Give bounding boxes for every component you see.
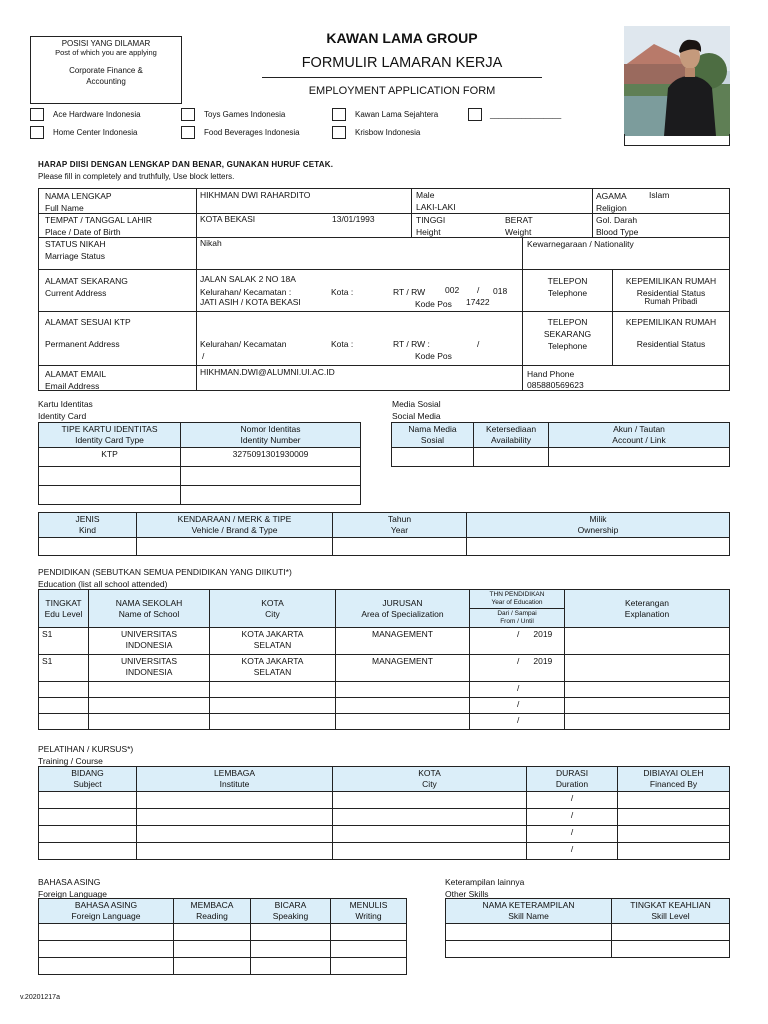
current-kota-label: Kota : [331,287,354,297]
skills-table [445,898,730,958]
checkbox-home-center[interactable] [30,126,44,139]
full-name-label: NAMA LENGKAP Full Name [45,191,112,213]
table-cell[interactable] [89,698,210,714]
table-row[interactable] [446,924,730,941]
edu-level[interactable]: S1 [39,655,89,682]
table-cell[interactable] [137,792,333,809]
table-cell[interactable] [174,941,251,958]
edu-school[interactable]: UNIVERSITAS INDONESIA [89,655,210,682]
social-col-account: Akun / Tautan Account / Link [549,423,730,448]
table-cell[interactable] [333,809,527,826]
training-col-duration: DURASI Duration [527,767,618,792]
table-cell[interactable] [39,538,137,556]
edu-year[interactable]: / 2019 [470,655,565,682]
current-phone-label: TELEPON Telephone [547,276,588,298]
form-title-en: EMPLOYMENT APPLICATION FORM [308,85,496,97]
checkbox-toys[interactable] [181,108,195,121]
training-col-city: KOTA City [333,767,527,792]
table-cell[interactable] [549,448,730,467]
edu-col-year: THN PENDIDIKAN Year of Education [470,590,565,609]
edu-note[interactable] [565,628,730,655]
table-cell[interactable] [618,843,730,860]
home-status-label: Residential Status [636,288,706,298]
table-row[interactable] [39,714,730,730]
position-value[interactable]: Corporate Finance & Accounting [69,66,143,86]
table-cell[interactable] [39,809,137,826]
language-col-speaking: BICARA Speaking [251,899,331,924]
table-cell[interactable] [331,941,407,958]
ktp-home-status-label: Residential Status [636,339,706,349]
table-row[interactable] [39,941,407,958]
table-cell[interactable]: / [527,792,618,809]
birth-date-value[interactable]: 13/01/1993 [332,214,375,224]
current-kodepos-label: Kode Pos [415,299,452,309]
home-status-value[interactable]: Rumah Pribadi [644,297,698,306]
marital-value[interactable]: Nikah [200,238,222,248]
header-divider [262,77,542,78]
table-cell[interactable] [336,682,470,698]
table-row[interactable] [39,792,730,809]
current-kelurahan-label: Kelurahan/ Kecamatan : [200,287,292,297]
identity-number-value[interactable]: 3275091301930009 [181,448,361,467]
company-other-blank[interactable]: ________________ [490,110,562,119]
language-section-label: BAHASA ASING Foreign Language [38,877,108,899]
table-cell[interactable] [333,843,527,860]
language-col-reading: MEMBACA Reading [174,899,251,924]
table-cell[interactable] [612,941,730,958]
table-cell[interactable] [565,698,730,714]
edu-note[interactable] [565,655,730,682]
edu-col-city: KOTA City [210,590,336,628]
table-cell[interactable] [565,714,730,730]
identity-type-value[interactable]: KTP [39,448,181,467]
ktp-kota-label: Kota : [331,339,354,349]
identity-section-label: Kartu Identitas Identity Card [38,399,93,421]
position-label-id: POSISI YANG DILAMAR [61,39,151,48]
table-cell[interactable] [89,714,210,730]
current-rtrw-slash: / [477,285,480,295]
current-kodepos-value[interactable]: 17422 [466,297,490,307]
table-cell[interactable] [137,538,333,556]
form-title-id: FORMULIR LAMARAN KERJA [301,55,503,71]
edu-school[interactable]: UNIVERSITAS INDONESIA [89,628,210,655]
table-row[interactable] [39,809,730,826]
company-label-food-beverages: Food Beverages Indonesia [204,128,300,137]
table-row[interactable] [39,655,730,682]
table-cell[interactable] [618,826,730,843]
table-row[interactable] [39,924,407,941]
instruction-en: Please fill in completely and truthfully, Use block letters. [38,172,235,181]
table-row[interactable] [39,628,730,655]
skills-col-name: NAMA KETERAMPILAN Skill Name [446,899,612,924]
photo-frame-bottom [624,134,730,146]
table-row[interactable] [39,826,730,843]
current-address-line3[interactable]: JATI ASIH / KOTA BEKASI [200,297,301,307]
edu-col-major: JURUSAN Area of Specialization [336,590,470,628]
table-cell[interactable]: / [470,682,565,698]
table-cell[interactable] [210,714,336,730]
edu-col-year-range: Dari / Sampai From / Until [470,609,565,628]
table-cell[interactable] [333,792,527,809]
table-cell[interactable] [39,698,89,714]
form-version: v.20201217a [20,994,60,1001]
social-table [391,422,730,467]
current-address-label: ALAMAT SEKARANG Current Address [45,276,128,298]
current-address-line1[interactable]: JALAN SALAK 2 NO 18A [200,274,296,284]
edu-col-level: TINGKAT Edu Level [39,590,89,628]
ktp-rtrw-label: RT / RW : [393,339,430,349]
current-rt-value[interactable]: 002 [445,285,460,295]
table-row[interactable] [39,843,730,860]
table-cell[interactable] [336,698,470,714]
ktp-home-ownership-label: KEPEMILIKAN RUMAH [625,317,717,327]
vehicle-table [38,512,730,556]
table-cell[interactable] [39,467,181,486]
identity-col-number: Nomor Identitas Identity Number [181,423,361,448]
training-col-subject: BIDANG Subject [39,767,137,792]
table-cell[interactable] [333,826,527,843]
training-table [38,766,730,860]
handphone-label: Hand Phone [527,369,575,379]
table-cell[interactable] [137,826,333,843]
social-section-label: Media Sosial Social Media [392,399,441,421]
email-label: ALAMAT EMAIL Email Address [45,369,107,391]
social-col-availability: Ketersediaan Availability [474,423,549,448]
edu-city[interactable]: KOTA JAKARTA SELATAN [210,655,336,682]
checkbox-other[interactable] [468,108,482,121]
table-cell[interactable] [181,467,361,486]
table-cell[interactable] [251,958,331,975]
table-cell[interactable] [612,924,730,941]
ktp-address-label-id: ALAMAT SESUAI KTP [45,317,131,327]
ktp-phone-label: TELEPON SEKARANG Telephone [543,317,592,351]
checkbox-krisbow[interactable] [332,126,346,139]
vehicle-col-ownership: Milik Ownership [467,513,730,538]
table-cell[interactable] [331,958,407,975]
height-label: TINGGI Height [416,215,446,237]
table-cell[interactable] [210,698,336,714]
instruction-id: HARAP DIISI DENGAN LENGKAP DAN BENAR, GUNAKAN HURUF CETAK. [38,160,334,169]
table-cell[interactable] [618,809,730,826]
edu-col-school: NAMA SEKOLAH Name of School [89,590,210,628]
table-row[interactable] [39,958,407,975]
company-title: KAWAN LAMA GROUP [326,30,478,46]
table-cell[interactable] [251,924,331,941]
table-cell[interactable] [336,714,470,730]
table-cell[interactable] [474,448,549,467]
table-cell[interactable] [89,682,210,698]
company-label-krisbow: Krisbow Indonesia [355,128,421,137]
language-col-writing: MENULIS Writing [331,899,407,924]
table-row[interactable] [39,682,730,698]
table-cell[interactable]: / [470,714,565,730]
language-table [38,898,407,975]
vehicle-col-kind: JENIS Kind [39,513,137,538]
ktp-address-label-en: Permanent Address [45,339,120,349]
table-row[interactable] [39,698,730,714]
table-cell[interactable] [174,958,251,975]
company-label-kawan-lama: Kawan Lama Sejahtera [355,110,439,119]
blood-type-label: Gol. Darah Blood Type [596,215,639,237]
company-label-toys: Toys Games Indonesia [204,110,286,119]
skills-section-label: Keterampilan lainnya Other Skills [445,877,525,899]
table-cell[interactable]: / [527,809,618,826]
edu-year[interactable]: / 2019 [470,628,565,655]
education-table [38,589,730,730]
edu-major[interactable]: MANAGEMENT [336,655,470,682]
table-cell[interactable] [39,792,137,809]
social-col-name: Nama Media Sosial [392,423,474,448]
table-cell[interactable] [333,538,467,556]
weight-label: BERAT Weight [505,215,533,237]
table-cell[interactable] [39,714,89,730]
table-cell[interactable] [39,924,174,941]
edu-level[interactable]: S1 [39,628,89,655]
identity-col-type: TIPE KARTU IDENTITAS Identity Card Type [39,423,181,448]
vehicle-col-brand: KENDARAAN / MERK & TIPE Vehicle / Brand & Type [137,513,333,538]
table-cell[interactable] [39,682,89,698]
edu-col-note: Keterangan Explanation [565,590,730,628]
table-cell[interactable] [467,538,730,556]
birth-place-value[interactable]: KOTA BEKASI [200,214,256,224]
current-rtrw-label: RT / RW [393,287,426,297]
table-cell[interactable] [565,682,730,698]
training-col-financed: DIBIAYAI OLEH Financed By [618,767,730,792]
handphone-value[interactable]: 085880569623 [527,380,584,390]
photo-image [624,26,730,136]
birth-label: TEMPAT / TANGGAL LAHIR Place / Date of Birth [45,215,153,237]
table-cell[interactable] [39,843,137,860]
ktp-kodepos-label: Kode Pos [415,351,452,361]
full-name-value[interactable]: HIKHMAN DWI RAHARDITO [200,190,311,200]
position-label-en: Post of which you are applying [55,48,157,57]
company-label-home-center: Home Center Indonesia [53,128,138,137]
vehicle-col-year: Tahun Year [333,513,467,538]
edu-major[interactable]: MANAGEMENT [336,628,470,655]
training-col-institute: LEMBAGA Institute [137,767,333,792]
company-label-ace: Ace Hardware Indonesia [53,110,141,119]
checkbox-ace[interactable] [30,108,44,121]
nationality-label: Kewarnegaraan / Nationality [527,239,634,249]
table-cell[interactable] [39,826,137,843]
ktp-kota-slash: / [202,351,205,361]
table-cell[interactable] [331,924,407,941]
current-rw-value[interactable]: 018 [493,286,508,296]
skills-col-level: TINGKAT KEAHLIAN Skill Level [612,899,730,924]
table-cell[interactable] [618,792,730,809]
personal-info-table [38,188,730,391]
table-cell[interactable] [446,924,612,941]
religion-value[interactable]: Islam [649,190,670,200]
identity-table [38,422,361,505]
table-cell[interactable] [251,941,331,958]
edu-city[interactable]: KOTA JAKARTA SELATAN [210,628,336,655]
table-cell[interactable] [39,958,174,975]
education-section-label: PENDIDIKAN (SEBUTKAN SEMUA PENDIDIKAN YANG DIIKUTI*) Education (list all school attended) [38,567,292,589]
table-cell[interactable] [174,924,251,941]
applicant-photo [624,26,730,136]
table-cell[interactable]: / [470,698,565,714]
table-row[interactable] [446,941,730,958]
table-cell[interactable]: / [527,843,618,860]
email-value[interactable]: HIKHMAN.DWI@ALUMNI.UI.AC.ID [200,367,335,377]
training-section-label: PELATIHAN / KURSUS*) Training / Course [38,744,134,766]
checkbox-kawan-lama[interactable] [332,108,346,121]
table-cell[interactable] [210,682,336,698]
checkbox-food-beverages[interactable] [181,126,195,139]
table-cell[interactable] [137,809,333,826]
ktp-kelurahan-label: Kelurahan/ Kecamatan [200,339,287,349]
table-cell[interactable] [392,448,474,467]
religion-label: AGAMA Religion [596,191,627,213]
ktp-rtrw-slash: / [477,339,480,349]
home-ownership-label: KEPEMILIKAN RUMAH [625,276,717,286]
marital-label: STATUS NIKAH Marriage Status [45,239,106,261]
table-cell[interactable] [181,486,361,505]
position-box [30,36,182,104]
table-cell[interactable] [446,941,612,958]
table-cell[interactable] [39,486,181,505]
table-cell[interactable]: / [527,826,618,843]
table-cell[interactable] [39,941,174,958]
language-col-name: BAHASA ASING Foreign Language [39,899,174,924]
gender-value[interactable]: Male LAKI-LAKI [416,190,456,212]
table-cell[interactable] [137,843,333,860]
